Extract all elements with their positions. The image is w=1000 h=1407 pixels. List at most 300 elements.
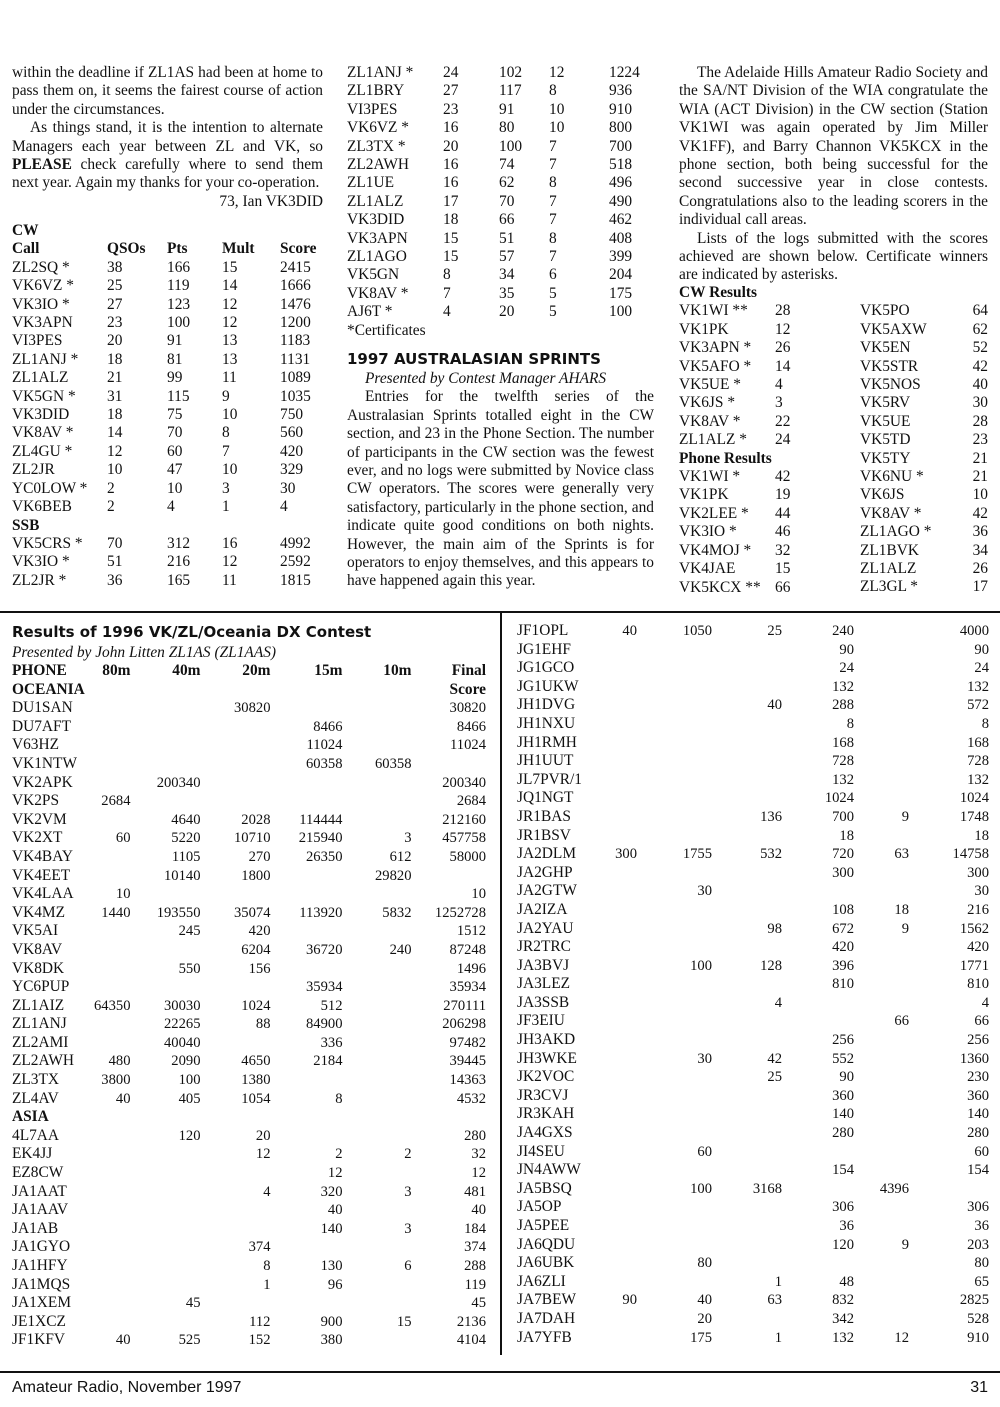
- value-cell: 420: [248, 923, 271, 940]
- section-ssb: SSB: [12, 516, 40, 534]
- value-cell: [342, 1201, 411, 1220]
- value-cell: 12: [107, 442, 123, 460]
- value-cell: [342, 1034, 411, 1053]
- value-cell: [595, 1143, 637, 1162]
- value-cell: 97482: [449, 1034, 486, 1051]
- callsign-cell: ZL2JR *: [12, 571, 67, 589]
- value-cell: 20: [499, 303, 515, 321]
- callsign-cell: ZL1ANJ *: [347, 64, 414, 81]
- dx-row: [12, 1220, 486, 1239]
- value-cell: [854, 1105, 909, 1124]
- sprints-article-continued: [679, 64, 988, 285]
- dx-row: [517, 1161, 989, 1180]
- value-cell: [595, 1050, 637, 1069]
- value-cell: [854, 1217, 909, 1236]
- value-cell: [782, 994, 854, 1013]
- value-cell: [854, 734, 909, 753]
- callsign-cell: VK5UE: [860, 412, 911, 430]
- callsign-cell: VK2APK: [12, 773, 73, 791]
- value-cell: 91: [167, 332, 183, 350]
- callsign-cell: ZL3TX: [12, 1071, 60, 1089]
- value-cell: [342, 960, 411, 979]
- value-cell: 21: [107, 369, 123, 387]
- callsign-cell: JI4SEU: [517, 1142, 565, 1160]
- value-cell: 168: [967, 734, 989, 751]
- value-cell: 66: [775, 578, 791, 596]
- value-cell: 10: [167, 479, 183, 497]
- value-cell: 30030: [164, 997, 201, 1014]
- value-cell: 20: [107, 332, 123, 350]
- value-cell: 936: [609, 82, 633, 100]
- value-cell: 2: [335, 1146, 343, 1163]
- value-cell: 45: [471, 1295, 486, 1312]
- value-cell: 700: [609, 137, 633, 155]
- dx-row: [517, 789, 989, 808]
- value-cell: 11: [222, 369, 237, 387]
- callsign-cell: JA3SSB: [517, 993, 570, 1011]
- value-cell: [637, 975, 712, 994]
- value-cell: [94, 718, 130, 737]
- value-cell: [854, 696, 909, 715]
- callsign-cell: VK5AXW: [860, 320, 927, 338]
- value-cell: 60: [697, 1143, 712, 1160]
- value-cell: 154: [832, 1162, 854, 1179]
- dx-row: [12, 1034, 486, 1053]
- table-row: [347, 138, 647, 156]
- value-cell: 20: [697, 1310, 712, 1327]
- value-cell: [595, 1031, 637, 1050]
- value-cell: 120: [832, 1236, 854, 1253]
- callsign-cell: VK5CRS *: [12, 534, 83, 552]
- callsign-cell: JA6QDU: [517, 1235, 576, 1253]
- value-cell: 6204: [241, 941, 271, 958]
- result-row: [860, 578, 988, 596]
- sprint-results-left: [679, 284, 805, 597]
- callsign-cell: 4L7AA: [12, 1126, 60, 1144]
- callsign-cell: ZL1AGO: [347, 248, 407, 266]
- value-cell: 22265: [164, 1016, 201, 1033]
- result-row: [860, 339, 988, 357]
- value-cell: [712, 1031, 782, 1050]
- value-cell: [595, 659, 637, 678]
- value-cell: 4532: [456, 1090, 486, 1107]
- value-cell: 42: [775, 468, 791, 486]
- value-cell: 81: [167, 350, 183, 368]
- value-cell: [200, 1220, 270, 1239]
- value-cell: [342, 1164, 411, 1183]
- value-cell: 31: [107, 387, 123, 405]
- value-cell: 40: [115, 1090, 131, 1107]
- value-cell: 32: [471, 1146, 486, 1163]
- dx-row: [12, 755, 486, 774]
- value-cell: 12: [775, 320, 791, 338]
- value-cell: 70: [107, 534, 123, 552]
- value-cell: 57: [499, 248, 515, 266]
- value-cell: 1: [222, 498, 230, 516]
- value-cell: 8: [549, 82, 557, 100]
- value-cell: 119: [464, 1276, 486, 1293]
- value-cell: [854, 957, 909, 976]
- value-cell: [342, 1238, 411, 1257]
- table-row: [12, 553, 323, 571]
- value-cell: 200340: [442, 774, 486, 791]
- callsign-cell: JH3AKD: [517, 1031, 576, 1049]
- value-cell: 34: [499, 266, 515, 284]
- dx-contest-continued: [517, 622, 989, 1347]
- value-cell: [854, 771, 909, 790]
- value-cell: [130, 699, 200, 718]
- dx-row: [12, 1257, 486, 1276]
- value-cell: [782, 882, 854, 901]
- value-cell: [130, 1220, 200, 1239]
- callsign-cell: VK8AV *: [860, 504, 922, 522]
- value-cell: 40: [471, 1202, 486, 1219]
- table-row: [12, 406, 323, 424]
- value-cell: 65: [974, 1273, 989, 1290]
- value-cell: [200, 792, 270, 811]
- value-cell: 8466: [456, 718, 486, 735]
- value-cell: 374: [464, 1239, 486, 1256]
- value-cell: [854, 994, 909, 1013]
- callsign-cell: DU7AFT: [12, 717, 71, 735]
- value-cell: 280: [967, 1125, 989, 1142]
- value-cell: 14363: [449, 1072, 486, 1089]
- value-cell: [637, 1087, 712, 1106]
- value-cell: [94, 978, 130, 997]
- value-cell: 240: [832, 623, 854, 639]
- value-cell: 360: [832, 1087, 854, 1104]
- callsign-cell: ZL2SQ *: [12, 258, 70, 276]
- value-cell: 1089: [280, 369, 311, 387]
- value-cell: [595, 1105, 637, 1124]
- value-cell: 12: [222, 314, 238, 332]
- value-cell: 136: [760, 808, 782, 825]
- value-cell: 66: [499, 211, 515, 229]
- value-cell: 2684: [456, 793, 486, 810]
- value-cell: 7: [549, 211, 557, 229]
- dx-byline: Presented by John Litten ZL1AS (ZL1AAS): [12, 644, 277, 661]
- value-cell: [342, 792, 411, 811]
- value-cell: [94, 941, 130, 960]
- table-row: [12, 480, 323, 498]
- value-cell: [130, 1201, 200, 1220]
- value-cell: 1748: [959, 808, 989, 825]
- value-cell: 80: [697, 1255, 712, 1272]
- value-cell: 2136: [456, 1313, 486, 1330]
- value-cell: 420: [832, 939, 854, 956]
- value-cell: 4: [775, 376, 783, 394]
- value-cell: 26: [972, 560, 988, 578]
- value-cell: 3: [404, 1183, 412, 1200]
- value-cell: [595, 827, 637, 846]
- value-cell: [712, 1012, 782, 1031]
- value-cell: [595, 752, 637, 771]
- value-cell: 396: [832, 957, 854, 974]
- dx-row: [12, 904, 486, 923]
- value-cell: 10: [471, 886, 486, 903]
- callsign-cell: V63HZ: [12, 736, 60, 754]
- callsign-cell: VK1PK: [679, 486, 729, 504]
- dx-row: [517, 864, 989, 883]
- value-cell: 132: [832, 1329, 854, 1346]
- callsign-cell: JH1UUT: [517, 752, 574, 770]
- value-cell: 132: [967, 678, 989, 695]
- callsign-cell: JA2IZA: [517, 900, 568, 918]
- value-cell: 166: [167, 258, 191, 276]
- value-cell: 119: [167, 277, 190, 295]
- callsign-cell: VK6NU *: [860, 468, 924, 486]
- value-cell: 12: [549, 64, 565, 81]
- value-cell: 34: [972, 541, 988, 559]
- value-cell: [595, 789, 637, 808]
- value-cell: [637, 994, 712, 1013]
- value-cell: [94, 755, 130, 774]
- value-cell: 1131: [280, 350, 311, 368]
- value-cell: [637, 696, 712, 715]
- value-cell: 35: [499, 284, 515, 302]
- value-cell: [637, 1198, 712, 1217]
- value-cell: 64350: [94, 997, 131, 1014]
- callsign-cell: ZL1AIZ: [12, 996, 65, 1014]
- value-cell: 800: [609, 119, 633, 137]
- value-cell: 140: [967, 1106, 989, 1123]
- dx-row: [12, 1276, 486, 1295]
- value-cell: [782, 1180, 854, 1199]
- value-cell: 1771: [959, 957, 989, 974]
- dx-row: [517, 1031, 989, 1050]
- callsign-cell: JK2VOC: [517, 1068, 575, 1086]
- value-cell: 100: [178, 1072, 201, 1089]
- value-cell: [595, 808, 637, 827]
- value-cell: [94, 960, 130, 979]
- value-cell: [130, 941, 200, 960]
- value-cell: 910: [967, 1329, 989, 1346]
- callsign-cell: JA2YAU: [517, 919, 574, 937]
- callsign-cell: JH1RMH: [517, 733, 577, 751]
- table-row: [347, 174, 647, 192]
- value-cell: 30: [697, 883, 712, 900]
- value-cell: [854, 789, 909, 808]
- value-cell: [637, 789, 712, 808]
- sprints-paragraph-1: Entries for the twelfth series of the Australasian Sprints totalled eight in the CW section, and 23 in the Phone Section. The number of participants in the CW section was the fewest ever, and no logs were submitted by Novice class CW operators. The scores were generally very satisfactory, particularly in the phone section, and indicate quite good conditions on both nights. However, the main aim of the Sprints is for operators to enjoy themselves, and this appears to have happened again this year.: [347, 388, 654, 590]
- dx-row: [12, 1238, 486, 1257]
- dx-row: [517, 1329, 989, 1348]
- callsign-cell: AJ6T *: [347, 303, 393, 321]
- dx-row: [12, 1313, 486, 1332]
- dx-row: [517, 827, 989, 846]
- certificates-footnote: *Certificates: [347, 321, 426, 339]
- value-cell: 117: [499, 82, 522, 100]
- value-cell: 312: [167, 534, 191, 552]
- callsign-cell: ZL1ALZ: [347, 192, 404, 210]
- callsign-cell: JF3EIU: [517, 1012, 565, 1030]
- value-cell: [595, 994, 637, 1013]
- value-cell: [712, 864, 782, 883]
- dx-row: [517, 882, 989, 901]
- value-cell: [130, 792, 200, 811]
- value-cell: 216: [167, 553, 191, 571]
- dx-row: [517, 1273, 989, 1292]
- value-cell: [270, 960, 342, 979]
- section-oceania: OCEANIA: [12, 680, 85, 698]
- value-cell: 810: [967, 976, 989, 993]
- result-row: [679, 542, 805, 560]
- value-cell: [637, 1236, 712, 1255]
- value-cell: [909, 1180, 989, 1199]
- callsign-cell: VK3APN *: [679, 339, 752, 357]
- value-cell: 462: [609, 211, 633, 229]
- value-cell: [342, 1052, 411, 1071]
- value-cell: 256: [832, 1032, 854, 1049]
- value-cell: [130, 1145, 200, 1164]
- result-row: [860, 321, 988, 339]
- callsign-cell: JA1XEM: [12, 1294, 71, 1312]
- value-cell: [637, 641, 712, 660]
- intro-paragraph-2: As things stand, it is the intention to alternate Managers each year between ZL and VK, so PLEASE check carefully where to send them next year. Again my thanks for your co-operation.: [12, 119, 323, 192]
- value-cell: 3168: [752, 1180, 782, 1197]
- value-cell: 7: [549, 137, 557, 155]
- value-cell: 60: [974, 1143, 989, 1160]
- value-cell: 4: [280, 498, 288, 516]
- value-cell: 108: [832, 901, 854, 918]
- footer-page-number: 31: [970, 1379, 988, 1396]
- value-cell: [712, 734, 782, 753]
- value-cell: 17: [972, 578, 988, 596]
- value-cell: [712, 1105, 782, 1124]
- value-cell: 240: [389, 941, 412, 958]
- value-cell: 18: [894, 901, 909, 918]
- value-cell: [712, 827, 782, 846]
- callsign-cell: JA2DLM: [517, 845, 576, 863]
- value-cell: [712, 1198, 782, 1217]
- table-row: [12, 259, 323, 277]
- header-score: Score: [449, 680, 486, 698]
- intro-signature: 73, Ian VK3DID: [219, 192, 323, 210]
- callsign-cell: VK6VZ *: [347, 119, 409, 137]
- value-cell: [712, 901, 782, 920]
- value-cell: [270, 1294, 342, 1313]
- callsign-cell: VK5NOS: [860, 376, 921, 394]
- value-cell: 42: [767, 1050, 782, 1067]
- value-cell: [854, 827, 909, 846]
- callsign-cell: VK5PO: [860, 302, 910, 320]
- callsign-cell: YC6PUP: [12, 978, 70, 996]
- value-cell: 23: [107, 314, 123, 332]
- value-cell: 14: [222, 277, 238, 295]
- value-cell: [595, 1217, 637, 1236]
- value-cell: 40: [767, 697, 782, 714]
- table-row: [12, 424, 323, 442]
- value-cell: 550: [178, 960, 201, 977]
- table-row: [347, 82, 647, 100]
- value-cell: [595, 1087, 637, 1106]
- value-cell: 4000: [959, 623, 989, 639]
- value-cell: [595, 1012, 637, 1031]
- value-cell: [637, 827, 712, 846]
- value-cell: 300: [967, 864, 989, 881]
- callsign-cell: VK3APN: [347, 229, 408, 247]
- sprint-results-right: [860, 302, 988, 597]
- value-cell: [712, 1236, 782, 1255]
- callsign-cell: VK4JAE: [679, 560, 736, 578]
- result-row: [679, 431, 805, 449]
- value-cell: 5: [549, 303, 557, 321]
- dx-row: [12, 1071, 486, 1090]
- result-row: [860, 523, 988, 541]
- value-cell: [712, 752, 782, 771]
- value-cell: 5832: [382, 904, 412, 921]
- value-cell: 28: [972, 412, 988, 430]
- value-cell: 9: [901, 920, 909, 937]
- dx-row: [517, 1105, 989, 1124]
- dx-row: [517, 752, 989, 771]
- callsign-cell: YC0LOW *: [12, 479, 88, 497]
- result-row: [860, 542, 988, 560]
- value-cell: 215940: [298, 830, 343, 847]
- value-cell: 25: [767, 1069, 782, 1086]
- value-cell: 7: [549, 156, 557, 174]
- table-row: [12, 332, 323, 350]
- value-cell: 22: [775, 412, 791, 430]
- value-cell: 90: [974, 641, 989, 658]
- value-cell: 14: [107, 424, 123, 442]
- value-cell: 810: [832, 976, 854, 993]
- table-row: [347, 248, 647, 266]
- footer-publication: Amateur Radio, November 1997: [12, 1379, 242, 1396]
- dx-row: [517, 1217, 989, 1236]
- value-cell: 1024: [241, 997, 271, 1014]
- value-cell: 36: [107, 571, 123, 589]
- callsign-cell: JG1EHF: [517, 640, 571, 658]
- value-cell: 408: [609, 229, 633, 247]
- value-cell: 30: [280, 479, 296, 497]
- value-cell: [712, 715, 782, 734]
- callsign-cell: ZL4GU *: [12, 442, 73, 460]
- value-cell: [712, 789, 782, 808]
- value-cell: [94, 1127, 130, 1146]
- value-cell: 528: [967, 1310, 989, 1327]
- value-cell: [595, 1273, 637, 1292]
- value-cell: [712, 1161, 782, 1180]
- value-cell: 206298: [442, 1016, 486, 1033]
- value-cell: 212160: [442, 811, 486, 828]
- column-divider: [500, 613, 502, 1355]
- value-cell: [94, 922, 130, 941]
- value-cell: [854, 752, 909, 771]
- value-cell: [94, 1257, 130, 1276]
- value-cell: 25: [107, 277, 123, 295]
- value-cell: [712, 678, 782, 697]
- value-cell: [94, 867, 130, 886]
- result-row: [679, 339, 805, 357]
- value-cell: 750: [280, 406, 304, 424]
- dx-row: [517, 808, 989, 827]
- callsign-cell: EZ8CW: [12, 1164, 64, 1182]
- value-cell: 10: [972, 486, 988, 504]
- value-cell: 88: [255, 1016, 271, 1033]
- result-row: [679, 413, 805, 431]
- value-cell: [94, 1164, 130, 1183]
- value-cell: [130, 978, 200, 997]
- value-cell: 75: [167, 406, 183, 424]
- value-cell: 63: [767, 1292, 782, 1309]
- value-cell: [595, 1329, 637, 1348]
- result-row: [679, 302, 805, 320]
- value-cell: [712, 975, 782, 994]
- value-cell: 44: [775, 504, 791, 522]
- callsign-cell: VK2VM: [12, 810, 67, 828]
- value-cell: 15: [222, 258, 238, 276]
